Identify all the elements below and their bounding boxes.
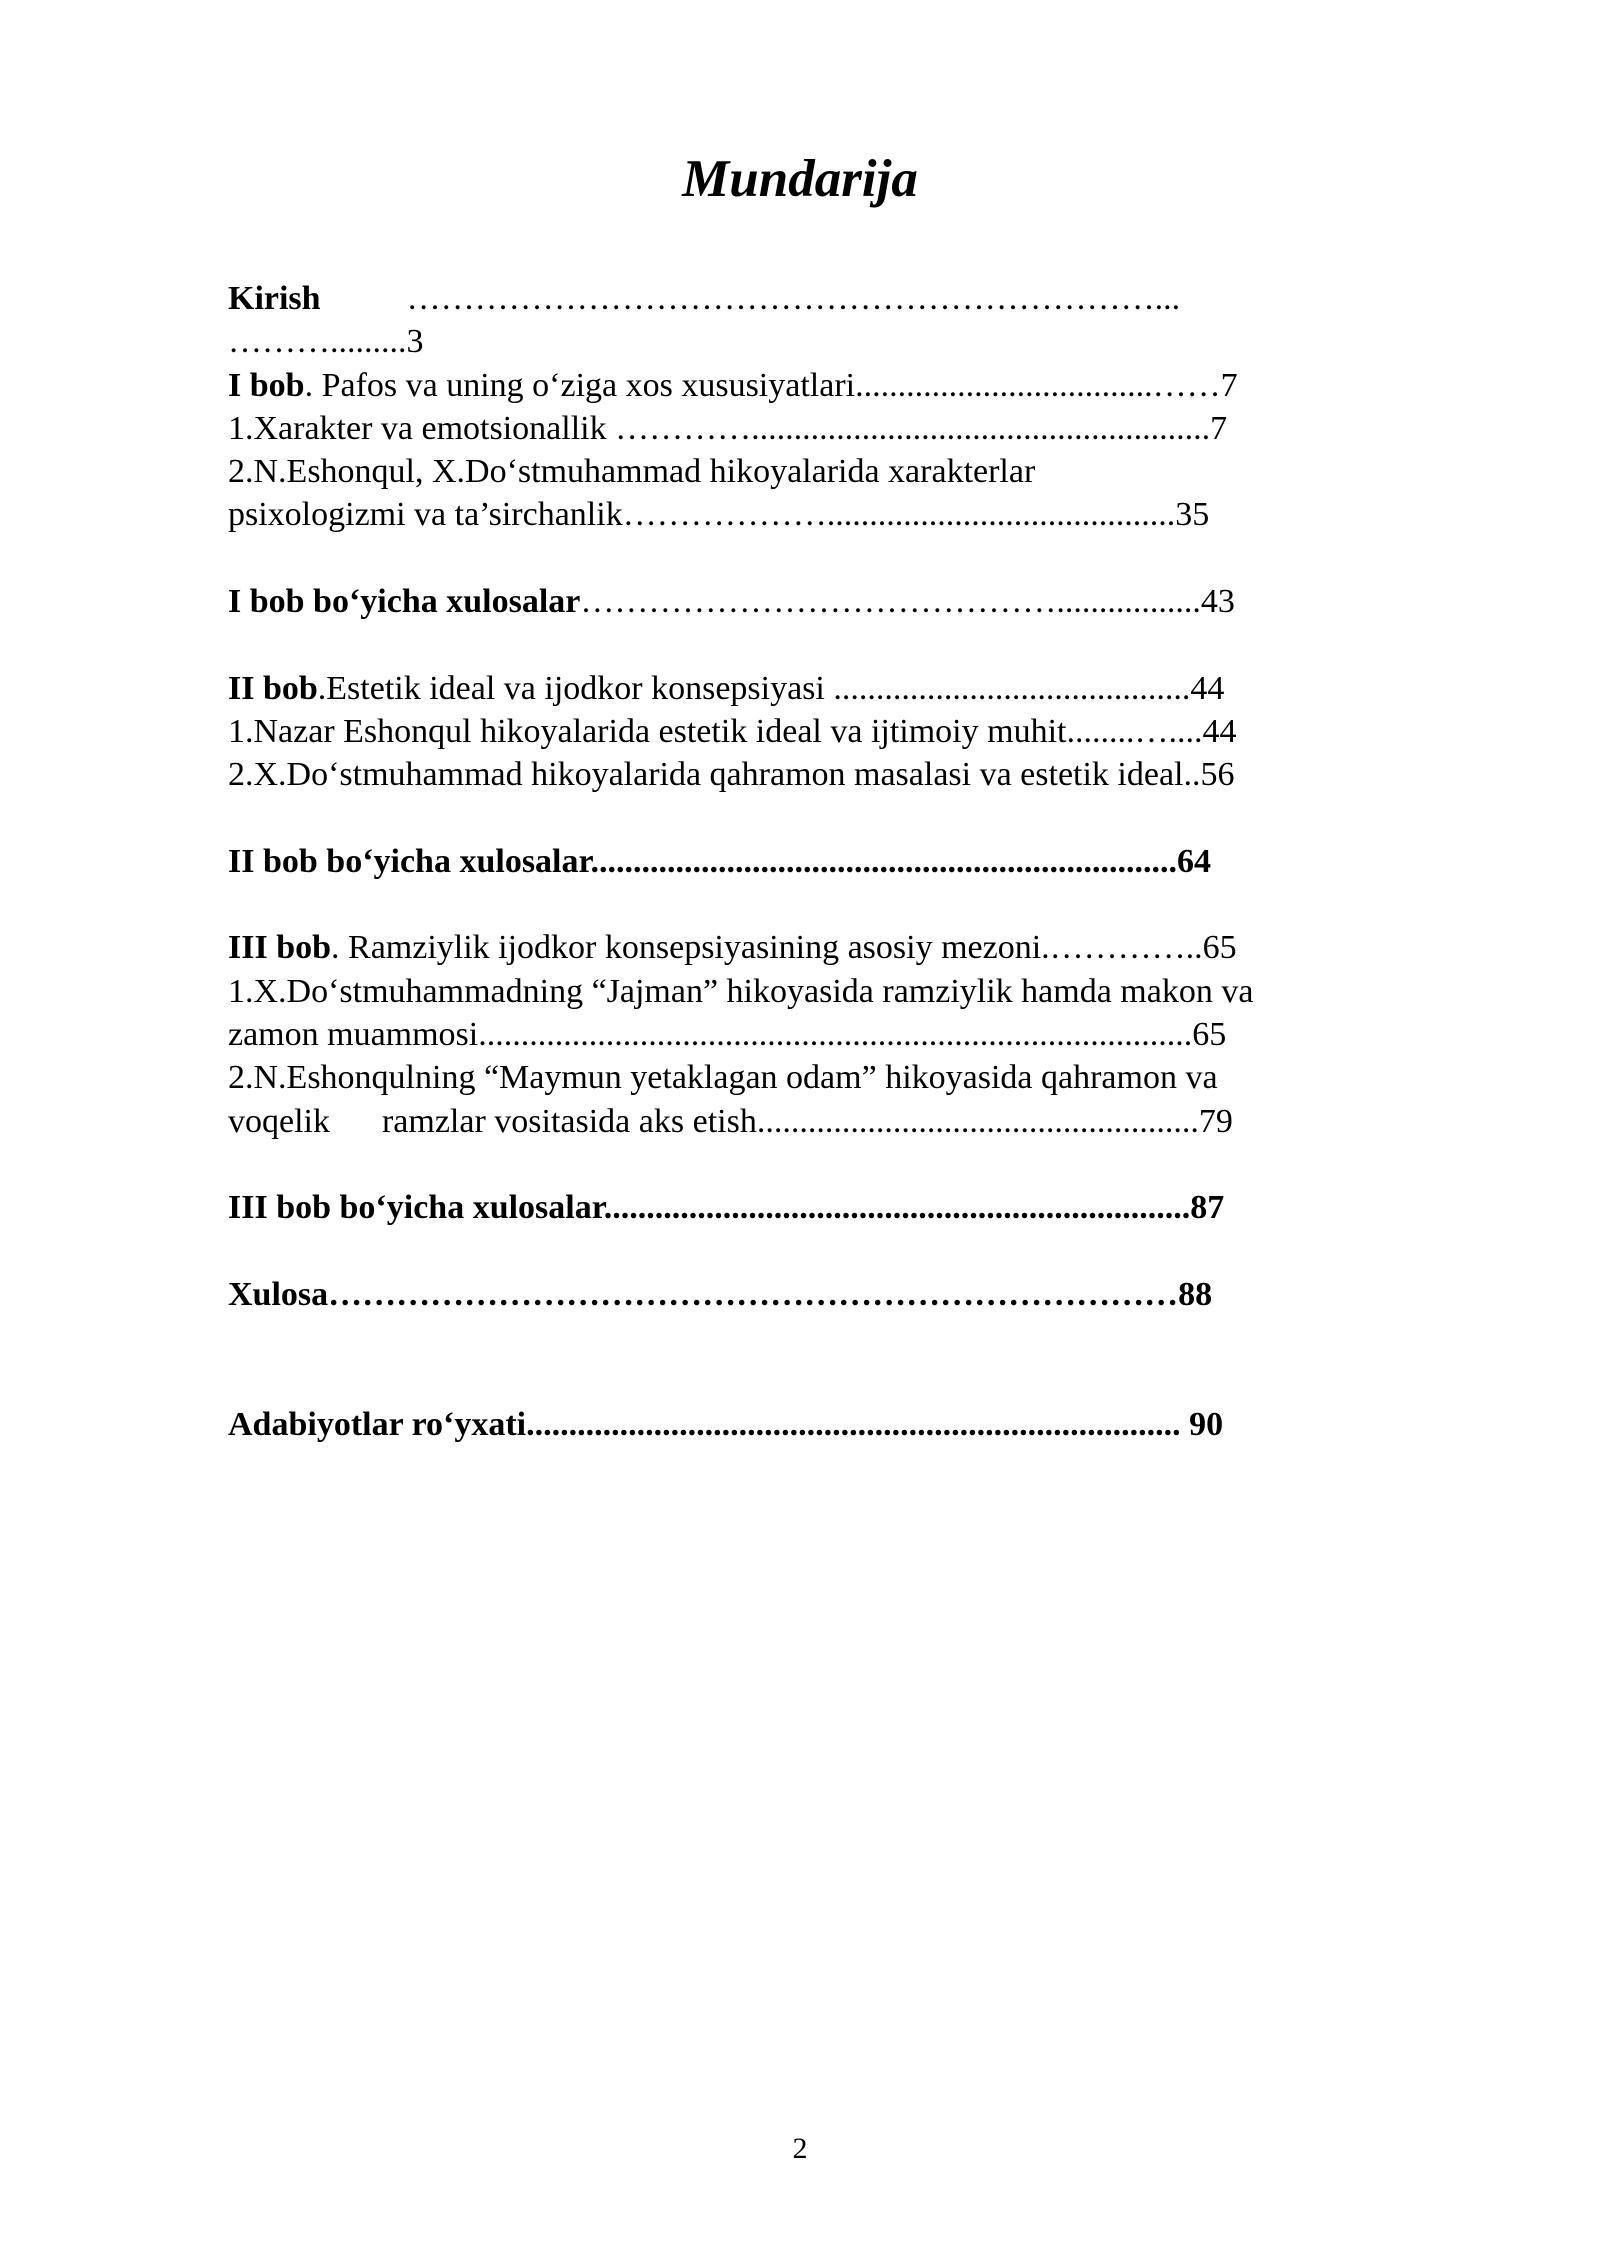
toc-entry-bob3-summary[interactable]: III bob bo‘yicha xulosalar.....................................................................87 — [228, 1189, 1225, 1227]
toc-entry-adabiyotlar[interactable]: Adabiyotlar ro‘yxati............................................................................. 90 — [228, 1405, 1224, 1443]
toc-leader: …………………………………….................43 — [580, 583, 1235, 621]
toc-entry-bob3-item2-continuation — [228, 1100, 1388, 1143]
toc-entry-bob1[interactable] — [228, 364, 1388, 407]
toc-chapter-title: . Ramziylik ijodkor konsepsiyasining asosiy mezoni.…………..65 — [331, 929, 1237, 967]
toc-leader-kirish: …………………………………………………………... — [406, 280, 1181, 317]
toc-summary-label: I bob bo‘yicha xulosalar — [228, 583, 581, 621]
spacer — [228, 623, 1388, 666]
toc-entry-bob1-summary[interactable] — [228, 580, 1388, 623]
toc-entry-kirish[interactable] — [228, 277, 1388, 320]
toc-entry-kirish-continuation: ……….........3 — [228, 323, 424, 361]
page-title: Mundarija — [682, 150, 918, 208]
toc-entry-bob3-item2[interactable]: 2.N.Eshonqulning “Maymun yetaklagan odam” hikoyasida qahramon va — [228, 1059, 1218, 1097]
page-number: 2 — [792, 2132, 808, 2165]
toc-entry-bob3-item1-continuation: zamon muammosi....................................................................................65 — [228, 1016, 1227, 1054]
toc-entry-bob1-item2-continuation: psixologizmi va ta’sirchanlik……………….........................................35 — [228, 496, 1210, 534]
toc-chapter-label: III bob — [228, 929, 332, 967]
toc-entry-xulosa[interactable]: Xulosa…………………………………………………………………88 — [228, 1275, 1213, 1313]
toc-entry-bob2-summary[interactable]: II bob bo‘yicha xulosalar.....................................................................64 — [228, 842, 1211, 880]
toc-label-kirish: Kirish — [228, 280, 321, 317]
toc-chapter-label: I bob — [228, 366, 305, 404]
spacer — [228, 797, 1388, 840]
spacer — [228, 1230, 1388, 1273]
spacer — [228, 1143, 1388, 1186]
spacer — [228, 1316, 1388, 1403]
toc-entry-bob2[interactable] — [228, 667, 1388, 710]
toc-entry-bob3-item1[interactable]: 1.X.Do‘stmuhammadning “Jajman” hikoyasida ramziylik hamda makon va — [228, 972, 1254, 1010]
toc-entry-bob2-item2[interactable]: 2.X.Do‘stmuhammad hikoyalarida qahramon masalasi va estetik ideal..56 — [228, 756, 1235, 794]
toc-text: ramzlar vositasida aks etish....................................................79 — [381, 1102, 1233, 1140]
table-of-contents — [228, 277, 1388, 1446]
toc-entry-bob1-item1[interactable]: 1.Xarakter va emotsionallik …………......................................................7 — [228, 409, 1228, 447]
toc-chapter-title: . Pafos va uning o‘ziga xos xususiyatlari...................................……7 — [304, 366, 1238, 404]
toc-text: voqelik — [228, 1102, 330, 1140]
toc-entry-bob2-item1[interactable]: 1.Nazar Eshonqul hikoyalarida estetik ideal va ijtimoiy muhit........…....44 — [228, 712, 1237, 750]
toc-chapter-title: .Estetik ideal va ijodkor konsepsiyasi ..........................................44 — [317, 669, 1225, 707]
spacer — [228, 883, 1388, 926]
spacer — [228, 537, 1388, 580]
toc-chapter-label: II bob — [228, 669, 318, 707]
toc-entry-bob1-item2[interactable]: 2.N.Eshonqul, X.Do‘stmuhammad hikoyalarida xarakterlar — [228, 453, 1036, 491]
toc-entry-bob3[interactable] — [228, 926, 1388, 969]
